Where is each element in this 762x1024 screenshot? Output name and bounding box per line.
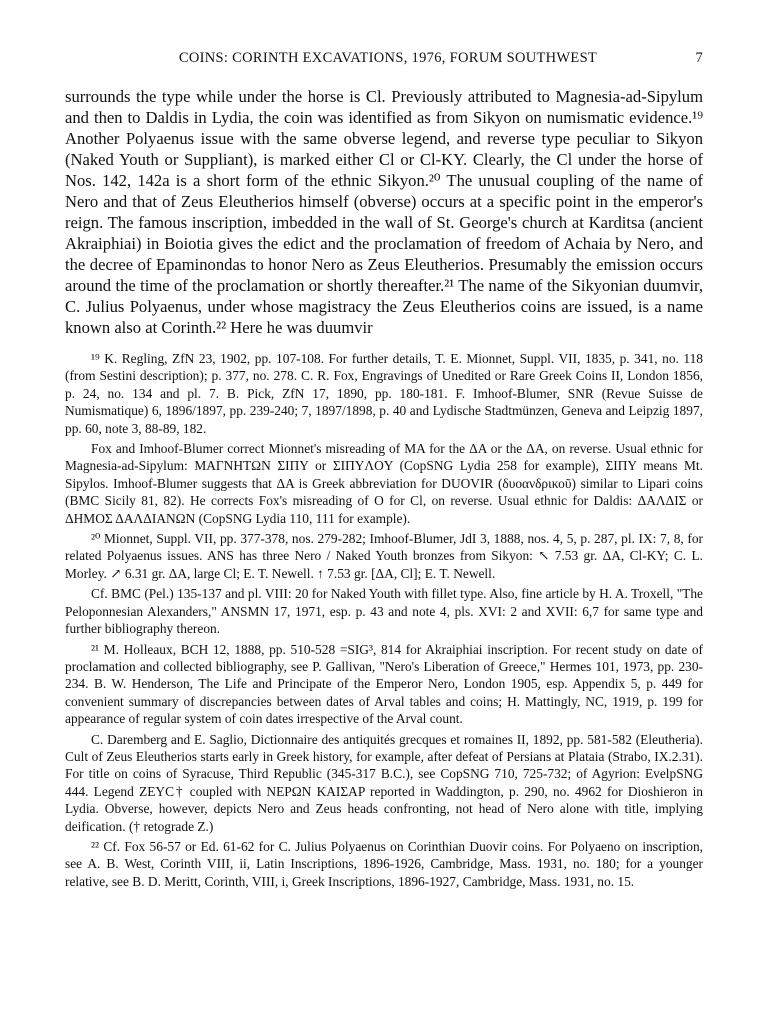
body-paragraph: surrounds the type while under the horse is Cl. Previously attributed to Magnesia-ad-Sipylum and then to Daldis in Lydia, the coin was identified as from Sikyon on numismatic evidence.¹⁹ Another Polyaenus issue with the same obverse legend, and reverse type peculiar to Sikyon (Naked Youth or Suppliant), is marked either Cl or Cl-KY. Clearly, the Cl under the horse of Nos. 142, 142a is a short form of the ethnic Sikyon.²⁰ The unusual coupling of the name of Nero and that of Zeus Eleutherios himself (obverse) occurs at a specific point in the emperor's reign. The famous inscription, imbedded in the wall of St. George's church at Karditsa (ancient Akraiphiai) in Boiotia gives the edict and the proclamation of freedom of Achaia by Nero, and the decree of Epaminondas to honor Nero as Zeus Eleutherios. Presumably the emission occurs around the time of the proclamation or shortly thereafter.²¹ The name of the Sikyonian duumvir, C. Julius Polyaenus, under whose magistracy the Zeus Eleutherios coins are issued, is a name known also at Corinth.²² Here he was duumvir: [65, 87, 703, 337]
body-text: [65, 86, 703, 338]
running-head: [65, 50, 703, 72]
footnote-22: ²² Cf. Fox 56-57 or Ed. 61-62 for C. Julius Polyaenus on Corinthian Duovir coins. For Polyaeno on inscription, see A. B. West, Corinth VIII, ii, Latin Inscriptions, 1896-1926, Cambridge, Mass. 1931, no. 180; for a younger relative, see B. D. Meritt, Corinth, VIII, i, Greek Inscriptions, 1896-1927, Cambridge, Mass. 1931, no. 15.: [65, 838, 703, 889]
footnote-19-continued: Fox and Imhoof-Blumer correct Mionnet's misreading of MA for the ΔA or the ΔA, on reverse. Usual ethnic for Magnesia-ad-Sipylum: MAΓNHTΩN ΣIΠY or ΣIΠYΛOY (CopSNG Lydia 258 for example), ΣIΠY means Mt. Sipylos. Imhoof-Blumer suggests that ΔA is Greek abbreviation for DUOVIR (δυοανδρικοῦ) similar to Lipari coins (BMC Sicily 81, 82). He corrects Fox's misreading of O for Cl, on reverse. Usual ethnic for Daldis: ΔAΛΔIΣ or ΔHMOΣ ΔAΛΔIANΩN (CopSNG Lydia 110, 111 for example).: [65, 441, 703, 526]
footnote-20-continued: Cf. BMC (Pel.) 135-137 and pl. VIII: 20 for Naked Youth with fillet type. Also, fine article by H. A. Troxell, "The Peloponnesian Alexanders," ANSMN 17, 1971, esp. p. 43 and note 4, pls. XVI: 2 and XVII: 6,7 for same type and further bibliography thereon.: [65, 586, 703, 637]
footnotes: [65, 350, 703, 890]
page: [65, 50, 703, 893]
footnote-21-continued: C. Daremberg and E. Saglio, Dictionnaire des antiquités grecques et romaines II, 1892, pp. 581-582 (Eleutheria). Cult of Zeus Eleutherios starts early in Greek history, for example, after defeat of Persians at Plataia (Strabo, IX.2.31). For title on coins of Syracuse, Third Republic (345-317 B.C.), see CopSNG 710, 725-732; of Agyrion: EvelpSNG 444. Legend ZEYC† coupled with NEPΩN KAIΣAP reported in Waddington, p. 290, no. 4962 for Dioshieron in Lydia. Obverse, however, depicts Nero and Zeus heads confronting, not head of Nero alone with title, implying deification. († retograde Z.): [65, 731, 703, 834]
page-number: 7: [695, 50, 703, 66]
footnote-20: ²⁰ Mionnet, Suppl. VII, pp. 377-378, nos. 279-282; Imhoof-Blumer, JdI 3, 1888, nos. 4, 5, p. 287, pl. IX: 7, 8, for related Polyaenus issues. ANS has three Nero / Naked Youth bronzes from Sikyon: ↖ 7.53 gr. ΔA, Cl-KY; C. L. Morley. ↗ 6.31 gr. ΔA, large Cl; E. T. Newell. ↑ 7.53 gr. [ΔA, Cl]; E. T. Newell.: [65, 531, 703, 581]
footnote-19: ¹⁹ K. Regling, ZfN 23, 1902, pp. 107-108. For further details, T. E. Mionnet, Suppl. VII, 1835, p. 341, no. 118 (from Sestini description); p. 377, no. 278. C. R. Fox, Engravings of Unedited or Rare Greek Coins II, London 1856, p. 24, no. 134 and pl. 7. B. Pick, ZfN 17, 1890, pp. 180-181. F. Imhoof-Blumer, SNR (Revue Suisse de Numismatique) 6, 1896/1897, pp. 239-240; 7, 1897/1898, p. 40 and Lydische Stadtmünzen, Geneva and Leipzig 1897, pp. 60, note 3, 88-89, 182.: [65, 351, 703, 436]
running-head-title: COINS: CORINTH EXCAVATIONS, 1976, FORUM SOUTHWEST: [178, 50, 598, 66]
footnote-21: ²¹ M. Holleaux, BCH 12, 1888, pp. 510-528 =SIG³, 814 for Akraiphiai inscription. For recent study on date of proclamation and collected bibliography, see P. Gallivan, "Nero's Liberation of Greece," Hermes 101, 1973, pp. 230-234. B. W. Henderson, The Life and Principate of the Emperor Nero, London 1905, esp. Appendix 5, p. 449 for convenient summary of discrepancies between dates of Arval tables and coins; H. Mattingly, NC, 1919, p. 199 for appearance of regular system of coin dates irrespective of the Arval count.: [65, 641, 703, 727]
